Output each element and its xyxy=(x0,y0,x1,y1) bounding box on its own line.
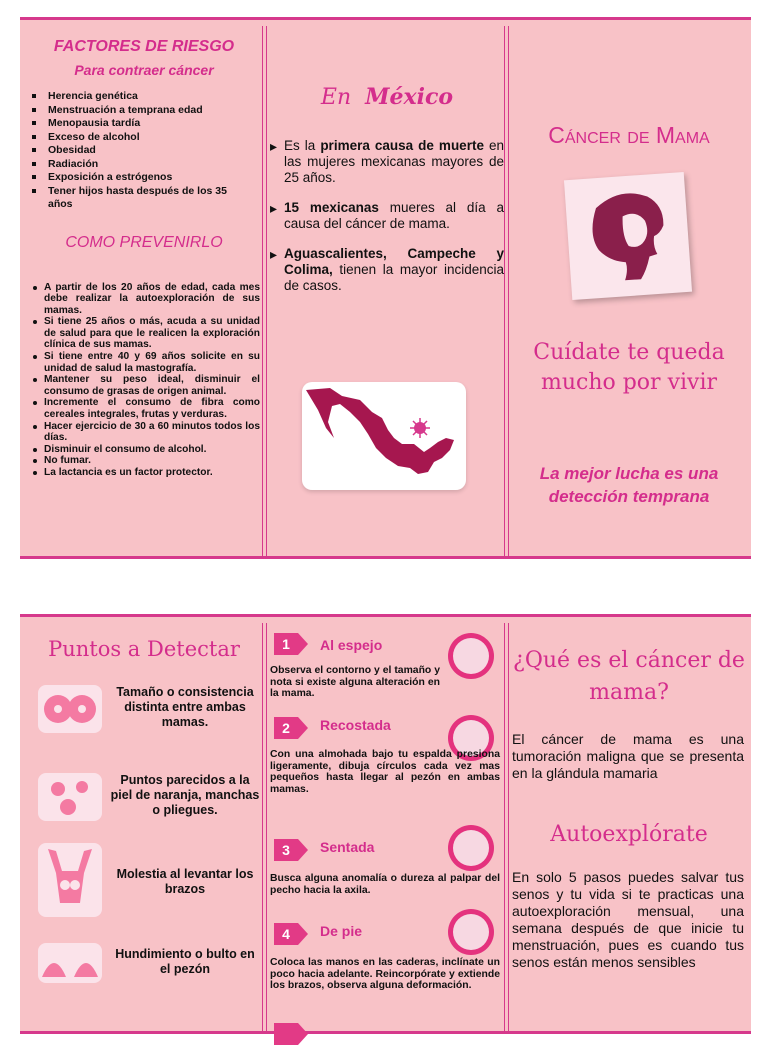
mirror-icon xyxy=(448,633,494,679)
breasts-size-image xyxy=(38,685,102,733)
mexico-title xyxy=(268,84,506,110)
risk-item: Radiación xyxy=(24,158,254,172)
prevent-item: A partir de los 20 años de edad, cada mes debe realizar la autoexploración de sus mamas. xyxy=(30,282,260,317)
self-exam-title: Autoexplórate xyxy=(550,822,708,847)
panel-divider xyxy=(262,26,267,556)
risk-item: Exceso de alcohol xyxy=(24,131,254,145)
risk-item: Herencia genética xyxy=(24,90,254,104)
risk-item: Tener hijos hasta después de los 35 años xyxy=(24,185,254,212)
step-description: Observa el contorno y el tamaño y nota si existe alguna alteración en la mama. xyxy=(270,665,440,699)
panel-divider xyxy=(504,623,509,1031)
step-number: 4 xyxy=(274,923,298,945)
prevent-list xyxy=(24,282,264,479)
step-title: Al espejo xyxy=(320,637,383,653)
symptom-text: Molestia al levantar los brazos xyxy=(116,867,254,896)
step-description: Coloca las manos en las caderas, inclínate un poco hacia adelante. Reincorpórate y extiende los brazos, observa alguna deformación. xyxy=(270,957,500,991)
self-exam-text: En solo 5 pasos puedes salvar tus senos y tu vida si te practicas una autoexploración mensual, una semana después de que inicie tu menstruación, pues es cuando tus senos están menos sensibles xyxy=(512,869,744,970)
prevent-item: Incremente el consumo de fibra como cereales integrales, frutas y verduras. xyxy=(30,397,260,420)
step-title: Recostada xyxy=(320,717,391,733)
seated-icon xyxy=(448,825,494,871)
prevent-item: Si tiene 25 años o más, acuda a su unidad de salud para que le realicen la exploración clínica de sus mamas. xyxy=(30,316,260,351)
mexico-facts xyxy=(268,138,506,294)
step-number: 1 xyxy=(274,633,298,655)
prevent-item: Si tiene entre 40 y 69 años solicite en su unidad de salud la mastografía. xyxy=(30,351,260,374)
cover-slogan: Cuídate te queda mucho por vivir xyxy=(533,340,725,395)
panel-divider xyxy=(504,26,509,556)
skin-spots-image xyxy=(38,773,102,821)
mexico-title-en: En xyxy=(320,85,352,110)
brochure-inner-side xyxy=(20,614,751,1034)
brochure-outer-side xyxy=(20,17,751,559)
panel-divider xyxy=(262,623,267,1031)
prevent-item: Disminuir el consumo de alcohol. xyxy=(30,444,260,456)
prevent-title: COMO PREVENIRLO xyxy=(65,233,223,251)
risk-item: Menopausia tardía xyxy=(24,117,254,131)
prevent-item: No fumar. xyxy=(30,455,260,467)
woman-profile-image xyxy=(564,172,692,300)
mexico-map-icon xyxy=(306,388,454,474)
fact-item: ▸ Es la primera causa de muerte en las mujeres mexicanas mayores de 25 años. xyxy=(270,138,504,186)
arms-raised-image xyxy=(38,843,102,917)
risk-title: FACTORES DE RIESGO xyxy=(53,38,235,55)
step-title: Sentada xyxy=(320,839,375,855)
risk-item: Menstruación a temprana edad xyxy=(24,104,254,118)
panel-about xyxy=(510,623,748,1031)
prevent-item: Hacer ejercicio de 30 a 60 minutos todos los días. xyxy=(30,421,260,444)
risk-item: Obesidad xyxy=(24,144,254,158)
prevent-item: Mantener su peso ideal, disminuir el consumo de grasas de origen animal. xyxy=(30,374,260,397)
mexico-map-image xyxy=(302,382,466,490)
panel-steps xyxy=(268,623,506,1031)
symptom-text: Puntos parecidos a la piel de naranja, manchas o pliegues. xyxy=(110,773,260,817)
symptom-text: Hundimiento o bulto en el pezón xyxy=(115,947,255,976)
symptoms-title: Puntos a Detectar xyxy=(48,637,240,661)
panel-mexico xyxy=(268,26,506,556)
nipple-lump-image xyxy=(38,943,102,983)
cover-tagline: La mejor lucha es una detección temprana xyxy=(539,464,719,506)
step-title: De pie xyxy=(320,923,363,939)
mexico-title-country: México xyxy=(365,84,454,110)
cover-title: Cáncer de Mama xyxy=(548,122,710,148)
risk-item: Exposición a estrógenos xyxy=(24,171,254,185)
step-description: Con una almohada bajo tu espalda presiona ligeramente, dibuja círculos cada vez mas pequeños hasta llegar al pezón en ambas mamas. xyxy=(270,749,500,795)
fact-item: ▸ Aguascalientes, Campeche y Colima, tienen la mayor incidencia de casos. xyxy=(270,246,504,294)
step-description: Busca alguna anomalía o dureza al palpar del pecho hacia la axila. xyxy=(270,873,500,896)
about-answer: El cáncer de mama es una tumoración maligna que se presenta en la glándula mamaria xyxy=(512,731,744,781)
prevent-item: La lactancia es un factor protector. xyxy=(30,467,260,479)
risk-subtitle: Para contraer cáncer xyxy=(74,62,214,78)
step-number: 3 xyxy=(274,839,298,861)
panel-risk-factors xyxy=(24,26,264,556)
panel-symptoms xyxy=(24,623,264,1031)
fact-item: ▸ 15 mexicanas mueres al día a causa del cáncer de mama. xyxy=(270,200,504,232)
step-number: 2 xyxy=(274,717,298,739)
about-question: ¿Qué es el cáncer de mama? xyxy=(513,648,745,705)
step-number-partial xyxy=(274,1023,298,1045)
symptom-text: Tamaño o consistencia distinta entre ambas mamas. xyxy=(116,685,254,729)
risk-list xyxy=(24,90,264,212)
standing-icon xyxy=(448,909,494,955)
panel-cover xyxy=(510,26,748,556)
